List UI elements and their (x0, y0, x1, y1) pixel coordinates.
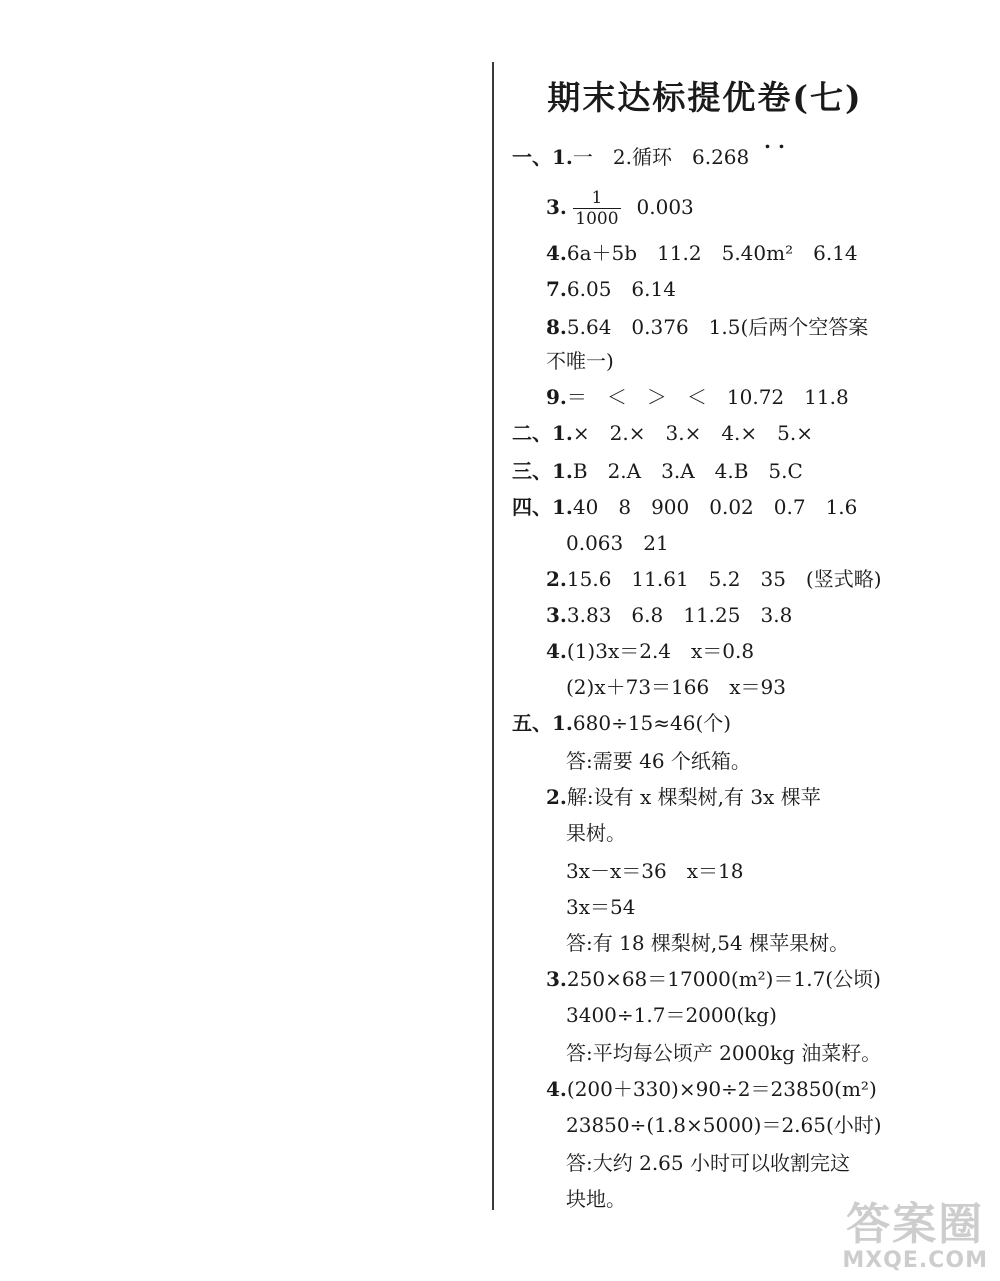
answer-number: 8. (546, 315, 567, 339)
answer-text: 答:大约 2.65 小时可以收割完这 (566, 1151, 850, 1175)
answer-text: 3400÷1.7＝2000(kg) (566, 1003, 777, 1027)
answer-number: 3. (546, 967, 567, 991)
repeat-dot: . (777, 129, 785, 153)
answer-number: 3. (546, 195, 567, 219)
answer-line (546, 346, 614, 376)
answer-number: 2. (546, 567, 567, 591)
answer-text: 40 8 900 0.02 0.7 1.6 (572, 495, 858, 519)
column-divider (492, 62, 494, 1210)
answer-number: 三、1. (512, 459, 573, 483)
answer-number: 4. (546, 241, 567, 265)
answer-text: 0.003 (636, 195, 694, 219)
answer-line (546, 782, 821, 812)
answer-number: 3. (546, 603, 567, 627)
answer-line (546, 636, 754, 666)
answer-number: 二、1. (512, 421, 573, 445)
answer-number: 7. (546, 277, 567, 301)
answer-text: (200＋330)×90÷2＝23850(m²) (566, 1077, 877, 1101)
answer-text: 不唯一) (546, 349, 614, 373)
answer-text: 果树。 (566, 821, 626, 845)
answer-text: 答:有 18 棵梨树,54 棵苹果树。 (566, 931, 850, 955)
answer-line (546, 564, 882, 594)
answer-line (566, 928, 849, 958)
answer-text: 5.64 0.376 1.5(后两个空答案 (566, 315, 869, 339)
answer-text: 250×68＝17000(m²)＝1.7(公顷) (566, 967, 881, 991)
answer-line (546, 274, 676, 304)
answer-number: 4. (546, 639, 567, 663)
watermark-logo (842, 1201, 988, 1273)
answer-line (566, 1038, 881, 1068)
answer-text: 一 2. (572, 145, 632, 169)
answer-line (566, 1110, 882, 1140)
fraction (573, 188, 620, 229)
answer-text: 答:需要 46 个纸箱。 (566, 749, 751, 773)
answer-line (546, 964, 881, 994)
answer-line (546, 382, 849, 412)
fraction-numerator: 1 (573, 188, 620, 209)
answer-text: 3x－x＝36 x＝18 (566, 859, 744, 883)
answer-line (566, 1000, 777, 1030)
answer-line (512, 418, 813, 448)
answer-line (566, 672, 786, 702)
answer-text: (1)3x＝2.4 x＝0.8 (566, 639, 755, 663)
answer-number: 一、1. (512, 145, 573, 169)
answer-text: 块地。 (566, 1187, 626, 1211)
answer-text: × 2.× 3.× 4.× 5.× (572, 421, 814, 445)
answer-line (512, 492, 857, 522)
answer-line (546, 1074, 877, 1104)
answer-line (512, 129, 785, 172)
answer-text: 15.6 11.61 5.2 35 (竖式略) (566, 567, 882, 591)
answer-line (546, 312, 868, 342)
answer-line (512, 456, 803, 486)
answer-text: B 2.A 3.A 4.B 5.C (572, 459, 803, 483)
answer-text: 680÷15≈46(个) (572, 711, 732, 735)
answer-line (512, 708, 731, 738)
answer-line (546, 184, 694, 230)
answer-line (566, 818, 626, 848)
answer-line (566, 892, 635, 922)
answer-text: ＝ ＜ ＞ ＜ 10.72 11.8 (566, 385, 849, 409)
repeat-dot: . (763, 129, 771, 153)
watermark-url: MXQE.COM (842, 1248, 988, 1273)
answer-text: 6.05 6.14 (566, 277, 676, 301)
answer-line (566, 528, 669, 558)
answer-line (566, 856, 743, 886)
answer-line (546, 238, 858, 268)
answer-number: 4. (546, 1077, 567, 1101)
answer-text: 0.063 21 (566, 531, 669, 555)
answer-text: 3.83 6.8 11.25 3.8 (566, 603, 793, 627)
answer-number: 2. (546, 785, 567, 809)
answer-text: 答:平均每公顷产 2000kg 油菜籽。 (566, 1041, 882, 1065)
answer-line (566, 746, 751, 776)
answer-line (566, 1184, 626, 1214)
answer-text: 23850÷(1.8×5000)＝2.65(小时) (566, 1113, 882, 1137)
answer-text: 6a＋5b 11.2 5.40m² 6.14 (566, 241, 858, 265)
fraction-denominator: 1000 (575, 209, 619, 229)
answer-line (546, 600, 792, 630)
answer-number: 四、1. (512, 495, 573, 519)
answer-text: 3x＝54 (566, 895, 636, 919)
answer-text-repeating-decimal: 循环 6.268 . . (631, 129, 785, 169)
answer-line (566, 1148, 850, 1178)
answer-text: 解:设有 x 棵梨树,有 3x 棵苹 (566, 785, 821, 809)
page-title: 期末达标提优卷(七) (547, 78, 863, 117)
watermark-cn: 答案圈 (846, 1199, 985, 1250)
answer-number: 五、1. (512, 711, 573, 735)
answer-number: 9. (546, 385, 567, 409)
answer-text: (2)x＋73＝166 x＝93 (566, 675, 786, 699)
